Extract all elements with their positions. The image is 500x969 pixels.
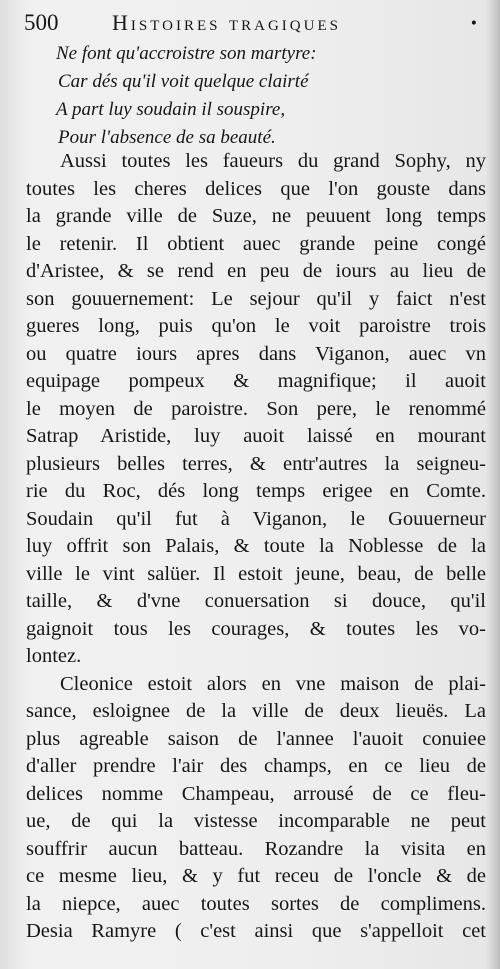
prose-line: luy offrit son Palais, & toute la Noblesse de la [26,535,486,557]
prose-line: ville le vint salüer. Il estoit jeune, beau, de belle [26,562,486,585]
page-header [24,6,484,42]
prose-line: delices nomme Champeau, arrousé de ce fleu- [26,782,486,805]
prose-line: ce mesme lieu, & y fut receu de l'oncle & de [26,865,486,887]
prose-line: la niepce, auec toutes sortes de complimens. [26,892,486,915]
header-ornament: • [469,16,478,32]
verse-line: Car dés qu'il voit quelque clairté [58,71,309,92]
prose-line: ou quatre iours apres dans Viganon, auec vn [26,342,486,365]
prose-text [26,148,486,946]
prose-line: d'Aristee, & se rend en peu de iours au lieu de [26,260,486,282]
prose-line: d'aller prendre l'air des champs, en ce lieu de [26,755,486,777]
verse-line: A part luy soudain il souspire, [56,99,286,120]
verse-line: Pour l'absence de sa beauté. [58,127,276,148]
prose-line: gaignoit tous les courages, & toutes les vo- [26,617,486,640]
prose-line: toutes les cheres delices que l'on gouste dans [26,177,486,200]
prose-line: le moyen de paroistre. Son pere, le renommé [26,397,486,420]
prose-line: rie du Roc, dés long temps erigee en Comte. [26,480,486,502]
prose-line: le retenir. Il obtient auec grande peine congé [26,232,486,255]
prose-line: Satrap Aristide, luy auoit laissé en mourant [26,425,486,447]
running-title: Histoires tragiques [112,10,341,35]
page-number: 500 [24,10,59,35]
prose-line: ue, de qui la vistesse incomparable ne peut [26,810,486,832]
prose-line: Aussi toutes les faueurs du grand Sophy, ny [60,150,486,172]
prose-line: souffrir aucun batteau. Rozandre la visita en [26,837,486,860]
prose-line: equipage pompeux & magnifique; il auoit [26,370,486,392]
prose-line: son gouuernement: Le sejour qu'il y faict n'est [26,287,486,310]
prose-line: Desia Ramyre ( c'est ainsi que s'appelloit cet [26,920,486,942]
prose-line: Soudain qu'il fut à Viganon, le Gouuerneur [26,507,486,530]
verse-stanza [56,40,476,152]
prose-line: plus agreable saison de l'annee l'auoit conuiee [26,727,486,750]
prose-line: plusieurs belles terres, & entr'autres la seigneu- [26,452,486,475]
prose-line: lontez. [26,645,82,667]
prose-line: sance, esloignee de la ville de deux lieuës. La [26,700,486,722]
page-edge-shadow [486,0,500,969]
prose-line: taille, & d'vne conuersation si douce, qu'il [26,590,486,612]
prose-line: gueres long, puis qu'on le voit paroistre trois [26,315,486,337]
prose-line: Cleonice estoit alors en vne maison de plai- [60,672,486,695]
prose-line: la grande ville de Suze, ne peuuent long temps [26,205,486,227]
verse-line: Ne font qu'accroistre son martyre: [56,43,317,64]
